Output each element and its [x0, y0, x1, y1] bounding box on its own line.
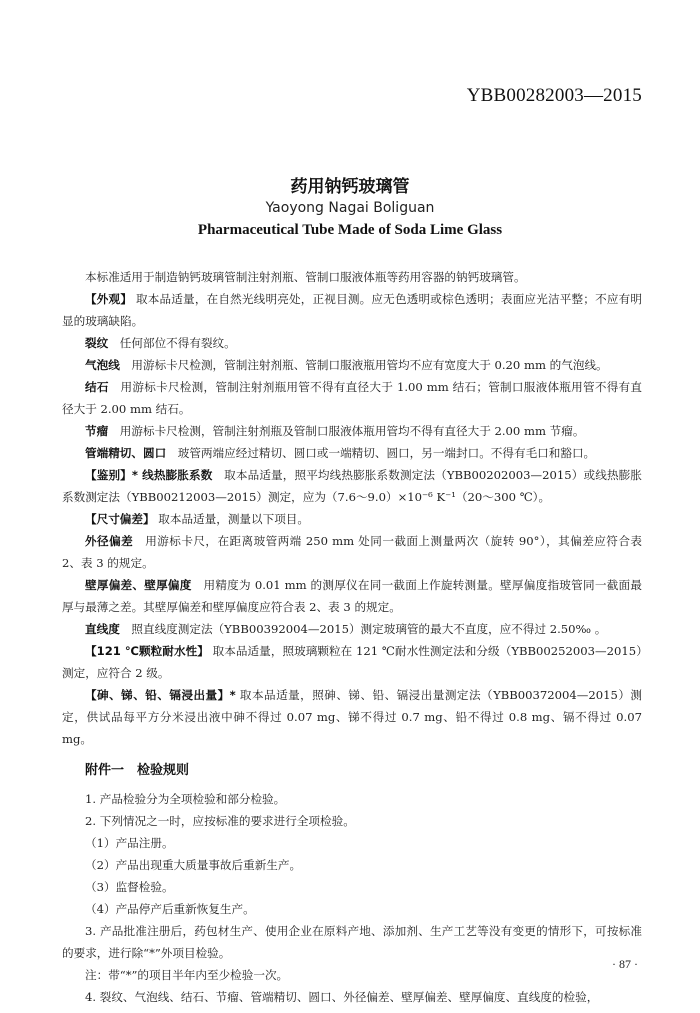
section-label: 【砷、锑、铅、镉浸出量】* — [85, 688, 236, 702]
appendix-item: （3）监督检验。 — [85, 880, 174, 894]
intro-paragraph: 本标准适用于制造钠钙玻璃管制注射剂瓶、管制口服液体瓶等药用容器的钠钙玻璃管。 — [85, 270, 526, 284]
section-straightness — [62, 618, 642, 640]
section-text: 用游标卡尺，在距离玻管两端 250 mm 处同一截面上测量两次（旋转 90°），其偏差应符合表 2、表 3 的规定。 — [62, 534, 642, 570]
section-text: 用游标卡尺检测，管制注射剂瓶用管不得有直径大于 1.00 mm 结石；管制口服液体瓶用管不得有直径大于 2.00 mm 结石。 — [62, 380, 642, 416]
section-label: 直线度 — [85, 622, 120, 636]
section-label: 壁厚偏差、壁厚偏度 — [85, 578, 192, 592]
section-label: 裂纹 — [85, 336, 109, 350]
section-text: 用游标卡尺检测，管制注射剂瓶、管制口服液瓶用管均不应有宽度大于 0.20 mm 的气泡线。 — [119, 358, 608, 372]
section-text: 取本品适量，测量以下项目。 — [154, 512, 309, 526]
section-identification — [62, 464, 642, 508]
section-text: 取本品适量，照玻璃颗粒在 121 ℃耐水性测定法和分级（YBB00252003—2015）测定，应符合 2 级。 — [62, 644, 642, 680]
section-label: 结石 — [85, 380, 109, 394]
title-chinese: 药用钠钙玻璃管 — [290, 177, 410, 197]
title-pinyin: Yaoyong Nagai Boliguan — [265, 200, 435, 216]
section-cracks — [62, 332, 642, 354]
section-text: 用游标卡尺检测，管制注射剂瓶及管制口服液体瓶用管均不得有直径大于 2.00 mm 节瘤。 — [108, 424, 585, 438]
section-label: 管端精切、圆口 — [85, 446, 167, 460]
section-text: 取本品适量，照平均线热膨胀系数测定法（YBB00202003—2015）或线热膨胀系数测定法（YBB00212003—2015）测定，应为（7.6～9.0）×10⁻⁶ K⁻¹（20～300 ℃）。 — [62, 468, 642, 504]
standard-code: YBB00282003—2015 — [466, 85, 642, 106]
section-wall-thickness — [62, 574, 642, 618]
appendix-item: （1）产品注册。 — [85, 836, 174, 850]
section-stones — [62, 376, 642, 420]
section-text: 用精度为 0.01 mm 的测厚仪在同一截面上作旋转测量。壁厚偏度指玻管同一截面最厚与最薄之差。其壁厚偏差和壁厚偏度应符合表 2、表 3 的规定。 — [62, 578, 642, 614]
section-appearance — [62, 288, 642, 332]
section-label: 节瘤 — [85, 424, 109, 438]
section-label: 【尺寸偏差】 — [85, 512, 155, 526]
section-label: 【121 ℃颗粒耐水性】 — [85, 644, 209, 658]
section-hydrolytic-resistance — [62, 640, 642, 684]
section-text: 任何部位不得有裂纹。 — [108, 336, 236, 350]
section-label: 气泡线 — [85, 358, 120, 372]
section-airlines — [62, 354, 642, 376]
appendix-item: （4）产品停产后重新恢复生产。 — [85, 902, 255, 916]
appendix-note: 注：带“*”的项目半年内至少检验一次。 — [85, 968, 289, 982]
section-label: 外径偏差 — [85, 534, 134, 548]
section-text: 取本品适量，照砷、锑、铅、镉浸出量测定法（YBB00372004—2015）测定，供试品每平方分米浸出液中砷不得过 0.07 mg、锑不得过 0.7 mg、铅不得过 0.8 mg、镉不得过 0.07 mg。 — [62, 688, 642, 746]
appendix-item: （2）产品出现重大质量事故后重新生产。 — [85, 858, 302, 872]
title-english: Pharmaceutical Tube Made of Soda Lime Glass — [197, 222, 503, 238]
appendix-item: 1. 产品检验分为全项检验和部分检验。 — [85, 792, 286, 806]
section-heavy-metals — [62, 684, 642, 750]
page-number: · 87 · — [612, 957, 638, 971]
section-tube-ends — [62, 442, 642, 464]
section-text: 照直线度测定法（YBB00392004—2015）测定玻璃管的最大不直度，应不得过 2.50‰ 。 — [119, 622, 607, 636]
section-label: 【鉴别】* 线热膨胀系数 — [85, 468, 213, 482]
appendix-item: 3. 产品批准注册后，药包材生产、使用企业在原料产地、添加剂、生产工艺等没有变更的情形下，可按标准的要求，进行除“*”外项目检验。 — [62, 924, 642, 960]
section-outer-diameter — [62, 530, 642, 574]
document-body — [62, 266, 642, 1008]
section-dimension-deviation — [62, 508, 642, 530]
appendix-item: 4. 裂纹、气泡线、结石、节瘤、管端精切、圆口、外径偏差、壁厚偏差、壁厚偏度、直线度的检验， — [85, 990, 599, 1004]
section-knots — [62, 420, 642, 442]
appendix-item: 2. 下列情况之一时，应按标准的要求进行全项检验。 — [85, 814, 355, 828]
section-text: 玻管两端应经过精切、圆口或一端精切、圆口，另一端封口。不得有毛口和豁口。 — [166, 446, 596, 460]
appendix-heading: 附件一 检验规则 — [85, 763, 190, 778]
section-label: 【外观】 — [85, 292, 133, 306]
section-text: 取本品适量，在自然光线明亮处，正视目测。应无色透明或棕色透明；表面应光洁平整；不应有明显的玻璃缺陷。 — [62, 292, 642, 328]
